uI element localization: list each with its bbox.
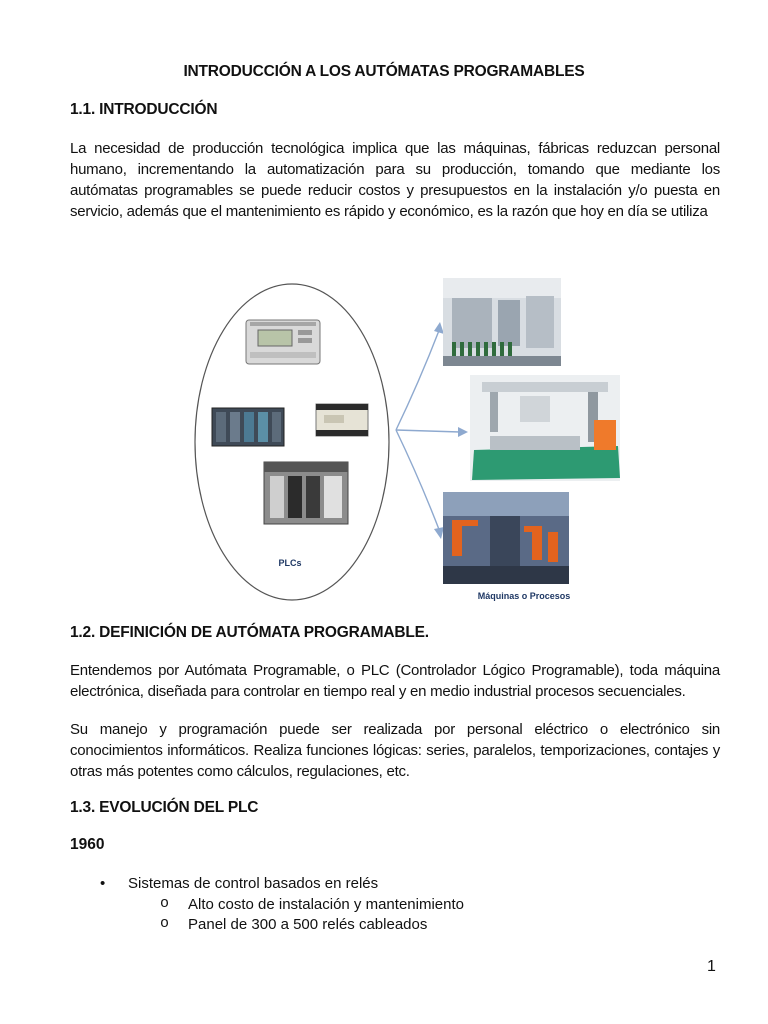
paragraph-definicion-1: Entendemos por Autómata Programable, o PLC (Controlador Lógico Programable), toda máquina electrónica, diseñada para controlar en tiempo real y en medio industrial procesos secuenciales. xyxy=(70,662,720,700)
plc-logo-icon xyxy=(246,320,320,364)
arrow-middle xyxy=(396,430,460,432)
machine-photo-robots xyxy=(443,492,569,584)
paragraph-definicion-2: Su manejo y programación puede ser realizada por personal eléctrico o electrónico sin conocimientos informáticos. Realiza funciones lógicas: series, paralelos, temporizaciones, contajes y otras más potentes como cálculos, regulaciones, etc. xyxy=(70,721,720,780)
page-number: 1 xyxy=(707,958,716,975)
machine-photo-bottling xyxy=(443,278,561,366)
plc-diagram xyxy=(190,270,630,610)
sub-list-item-text: Alto costo de instalación y mantenimiento xyxy=(188,896,464,913)
plc-compact-icon xyxy=(316,404,368,436)
sub-bullet-icon: o xyxy=(160,895,170,912)
machines-label: Máquinas o Procesos xyxy=(477,591,571,601)
list-item-text: Sistemas de control basados en relés xyxy=(128,875,379,892)
sub-list-item-text: Panel de 300 a 500 relés cableados xyxy=(188,916,428,933)
section-heading-evolucion: 1.3. EVOLUCIÓN DEL PLC xyxy=(70,799,259,816)
page-title: INTRODUCCIÓN A LOS AUTÓMATAS PROGRAMABLES xyxy=(183,63,585,80)
arrow-bottom xyxy=(396,430,440,532)
section-heading-introduccion: 1.1. INTRODUCCIÓN xyxy=(70,101,218,118)
bullet-icon: • xyxy=(100,875,106,892)
section-heading-definicion: 1.2. DEFINICIÓN DE AUTÓMATA PROGRAMABLE. xyxy=(70,624,429,641)
year-heading: 1960 xyxy=(70,836,105,853)
plc-rack-icon xyxy=(212,408,284,446)
plc-figure xyxy=(190,270,630,610)
sub-bullet-icon: o xyxy=(160,915,170,932)
plc-chassis-icon xyxy=(264,462,348,524)
paragraph-introduccion: La necesidad de producción tecnológica implica que las máquinas, fábricas reduzcan personal humano, incrementando la automatización para su producción, tomando que mediante los autómatas programables se puede reducir costos y presupuestos en la instalación y/o puesta en servicio, además que el mantenimiento es rápido y económico, es la razón que hoy en día se utiliza xyxy=(70,140,720,220)
plc-label: PLCs xyxy=(278,558,302,568)
arrow-top xyxy=(396,328,440,430)
machine-photo-assembly xyxy=(470,375,620,481)
